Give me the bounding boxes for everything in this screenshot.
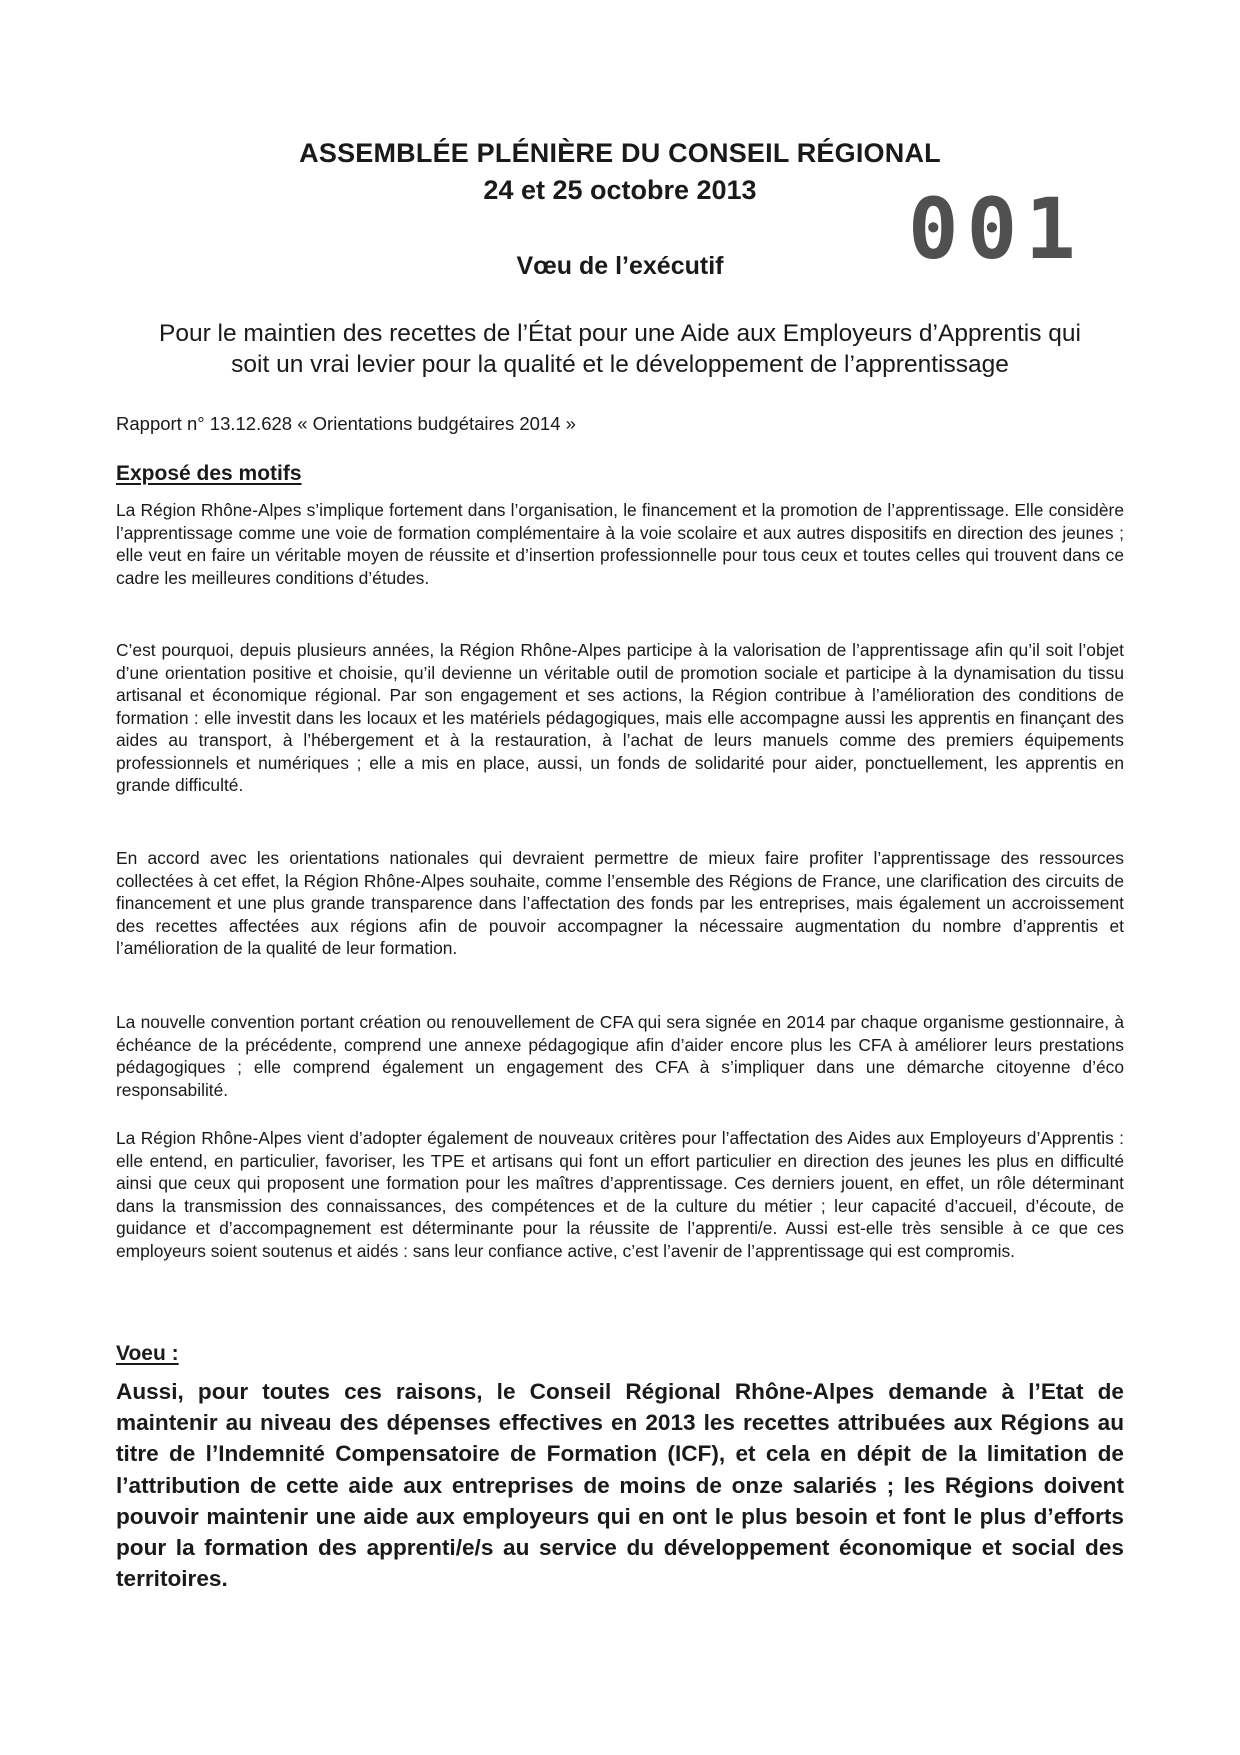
expose-paragraph-5: La Région Rhône-Alpes vient d’adopter également de nouveaux critères pour l’affectation des Aides aux Employeurs d’Apprentis : elle entend, en particulier, favoriser, les TPE et artisans qui font un effort particulier en direction des jeunes les plus en difficulté ainsi que ceux qui proposent une formation pour les maîtres d’apprentissage. Ces derniers jouent, en effet, un rôle déterminant dans la transmission des connaissances, des compétences et de la culture du métier ; leur capacité d’accueil, d’écoute, de guidance et d’accompagnement est déterminante pour la réussite de l’apprenti/e. Aussi est-elle très sensible à ce que ces employeurs soient soutenus et aidés : sans leur confiance active, c’est l’avenir de l’apprentissage qui est compromis. — [116, 1128, 1124, 1261]
document-number-stamp: 001 — [908, 180, 1084, 278]
expose-heading: Exposé des motifs — [116, 462, 302, 485]
subject-line-1: Pour le maintien des recettes de l’État pour une Aide aux Employeurs d’Apprentis qui — [158, 320, 1081, 347]
subject-line-2: soit un vrai levier pour la qualité et le développement de l’apprentissage — [231, 351, 1009, 378]
voeu-resolution-text: Aussi, pour toutes ces raisons, le Conseil Régional Rhône-Alpes demande à l’Etat de maintenir au niveau des dépenses effectives en 2013 les recettes attribuées aux Régions au titre de l’Indemnité Compensatoire de Formation (ICF), et cela en dépit de la limitation de l’attribution de cette aide aux entreprises de moins de onze salariés ; les Régions doivent pouvoir maintenir une aide aux employeurs qui en ont le plus besoin et font le plus d’efforts pour la formation des apprenti/e/s au service du développement économique et social des territoires. — [116, 1379, 1124, 1592]
expose-paragraph-4: La nouvelle convention portant création ou renouvellement de CFA qui sera signée en 2014 par chaque organisme gestionnaire, à échéance de la précédente, comprend une annexe pédagogique afin d’aider encore plus les CFA à améliorer leurs prestations pédagogiques ; elle comprend également un engagement des CFA à s’impliquer dans une démarche citoyenne d’éco responsabilité. — [116, 1012, 1124, 1100]
report-reference: Rapport n° 13.12.628 « Orientations budgétaires 2014 » — [116, 413, 576, 434]
expose-paragraph-3: En accord avec les orientations nationales qui devraient permettre de mieux faire profiter l’apprentissage des ressources collectées à cet effet, la Région Rhône-Alpes souhaite, comme l’ensemble des Régions de France, une clarification des circuits de financement et une plus grande transparence dans l’affectation des fonds par les entreprises, mais également un accroissement des recettes affectées aux régions afin de pouvoir accompagner la nécessaire augmentation du nombre d’apprentis et l’amélioration de la qualité de leur formation. — [116, 848, 1124, 958]
voeu-heading: Voeu : — [116, 1342, 179, 1365]
session-date: 24 et 25 octobre 2013 — [483, 175, 757, 205]
voeu-title: Vœu de l’exécutif — [516, 252, 724, 280]
expose-paragraph-1: La Région Rhône-Alpes s’implique fortement dans l’organisation, le financement et la promotion de l’apprentissage. Elle considère l’apprentissage comme une voie de formation complémentaire à la voie scolaire et aux autres dispositifs en direction des jeunes ; elle veut en faire un véritable moyen de réussite et d’insertion professionnelle pour tous ceux et toutes celles qui trouvent dans ce cadre les meilleures conditions d’études. — [116, 500, 1124, 588]
assembly-title: ASSEMBLÉE PLÉNIÈRE DU CONSEIL RÉGIONAL — [299, 138, 941, 168]
expose-paragraph-2: C’est pourquoi, depuis plusieurs années, la Région Rhône-Alpes participe à la valorisation de l’apprentissage afin qu’il soit l’objet d’une orientation positive et choisie, qu’il devienne un véritable outil de promotion sociale et participe à la dynamisation du tissu artisanal et économique régional. Par son engagement et ses actions, la Région contribue à l’amélioration des conditions de formation : elle investit dans les locaux et les matériels pédagogiques, mais elle accompagne aussi les apprentis en finançant des aides au transport, à l’hébergement et à la restauration, à l’achat de leurs manuels comme des premiers équipements professionnels et numériques ; elle a mis en place, aussi, un fonds de solidarité pour aider, ponctuellement, les apprentis en grande difficulté. — [116, 640, 1124, 795]
subject-block — [110, 318, 1130, 380]
